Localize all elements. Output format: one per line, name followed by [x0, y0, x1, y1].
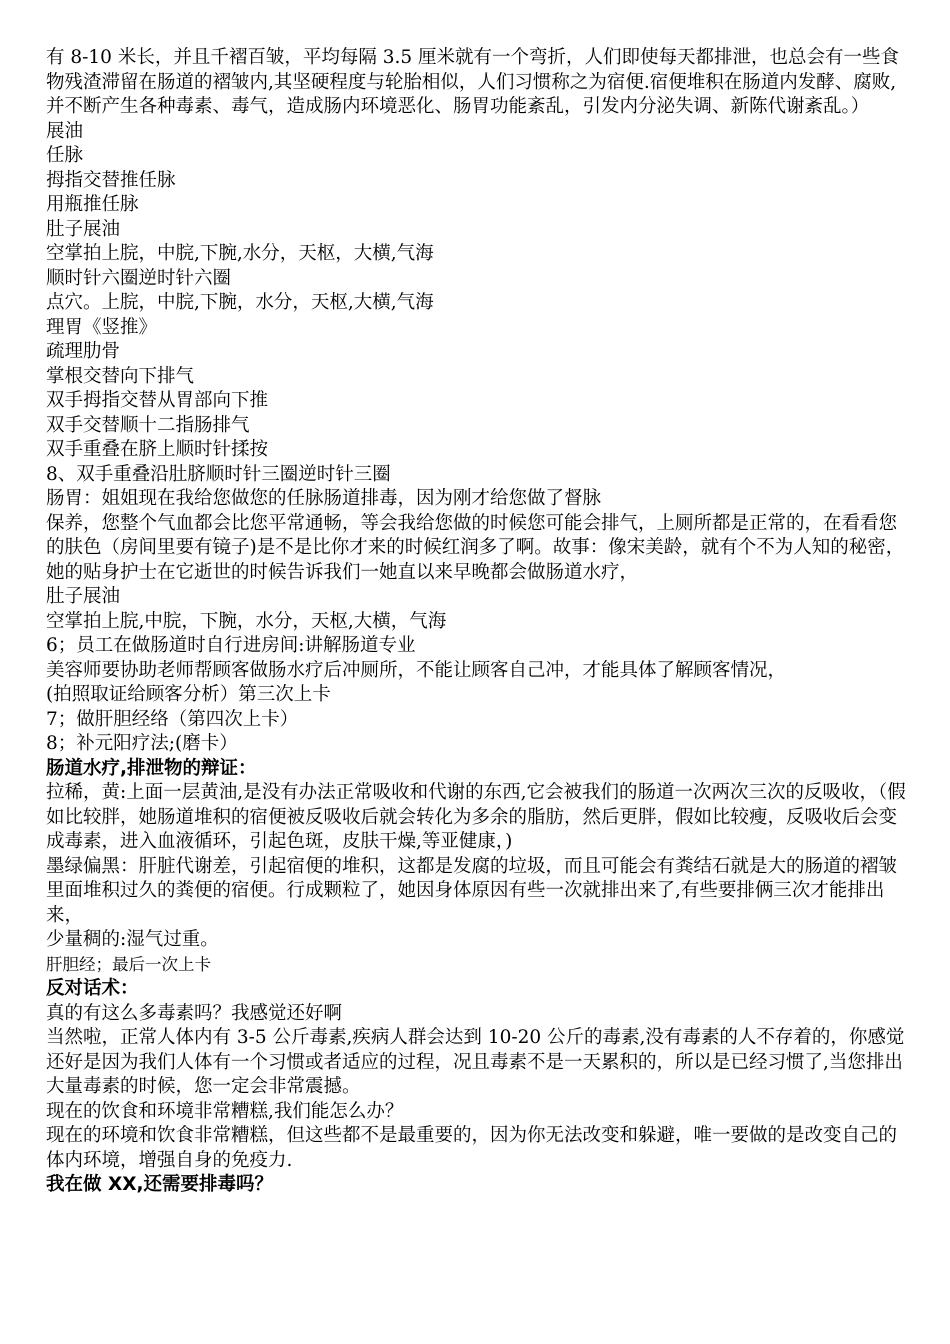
text-line-04: 拇指交替推任脉 — [46, 169, 176, 191]
text-line-13: 双手拇指交替从胃部向下推 — [46, 390, 269, 411]
text-line-16: 8、双手重叠沿肚脐顺时针三圈逆时针三圈 — [46, 463, 391, 485]
text-line-32: 真的有这么多毒素吗？我感觉还好啊 — [46, 1002, 343, 1024]
section-heading-objection: 反对话术： — [46, 978, 139, 999]
text-line-20: 空掌拍上脘,中脘，下腕，水分，天枢,大横，气海 — [46, 610, 447, 632]
text-line-15: 双手重叠在脐上顺时针揉按 — [46, 439, 269, 460]
section-heading-excretion: 肠道水疗,排泄物的辩证： — [46, 757, 257, 779]
text-line-05: 用瓶推任脉 — [46, 194, 139, 215]
text-line-12: 掌根交替向下排气 — [46, 365, 195, 387]
text-line-33: 当然啦，正常人体内有 3-5 公斤毒素,疾病人群会达到 10-20 公斤的毒素,没有毒素的人不存着的，你感觉还好是因为我们人体有一个习惯或者适应的过程，况且毒素不是一天累积的，所以是已经习惯了,当您排出大量毒素的时候，您一定会非常震撼。 — [46, 1027, 905, 1097]
text-line-28: 墨绿偏黑：肝脏代谢差，引起宿便的堆积，这都是发腐的垃圾，而且可能会有粪结石就是大的肠道的褶皱里面堆积过久的粪便的宿便。行成颗粒了，她因身体原因有些一次就排出来了,有些要排俩三次才能排出来， — [46, 855, 898, 926]
document-page — [46, 46, 912, 1198]
text-line-09: 点穴。上脘，中脘,下腕，水分，天枢,大横,气海 — [46, 292, 434, 313]
text-line-22: 美容师要协助老师帮顾客做肠水疗后冲厕所，不能让顾客自己冲，才能具体了解顾客情况， — [46, 659, 787, 681]
text-line-02: 展油 — [46, 120, 84, 142]
text-line-11: 疏理肋骨 — [46, 341, 121, 362]
text-line-08: 顺时针六圈逆时针六圈 — [46, 267, 232, 289]
text-line-21: 6；员工在做肠道时自行进房间:讲解肠道专业 — [46, 635, 416, 656]
text-line-29: 少量稠的:湿气过重。 — [46, 929, 219, 950]
section-heading-detox-question: 我在做 XX,还需要排毒吗？ — [46, 1174, 273, 1195]
text-line-24: 7；做肝胆经络（第四次上卡） — [46, 708, 299, 730]
text-line-23: (拍照取证给顾客分析）第三次上卡 — [46, 684, 331, 705]
text-line-14: 双手交替顺十二指肠排气 — [46, 414, 250, 436]
text-line-34: 现在的饮食和环境非常糟糕,我们能怎么办？ — [46, 1100, 404, 1122]
text-line-01: 有 8-10 米长，并且千褶百皱，平均每隔 3.5 厘米就有一个弯折，人们即使每天都排泄，也总会有一些食物残渣滞留在肠道的褶皱内,其坚硬程度与轮胎相似，人们习惯称之为宿便.宿便堆积在肠道内发酵、腐败,并不断产生各种毒素、毒气，造成肠内环境恶化、肠胃功能紊乱，引发内分泌失调、新陈代谢紊乱。） — [46, 47, 900, 117]
text-line-07: 空掌拍上脘，中脘,下腕,水分，天枢，大横,气海 — [46, 243, 434, 264]
text-line-06: 肚子展油 — [46, 218, 121, 240]
text-line-30: 肝胆经；最后一次上卡 — [46, 954, 211, 974]
text-line-35: 现在的环境和饮食非常糟糕，但这些都不是最重要的，因为你无法改变和躲避，唯一要做的是改变自己的体内环境，增强自身的免疫力. — [46, 1125, 898, 1171]
text-line-17: 肠胃：姐姐现在我给您做您的任脉肠道排毒，因为刚才给您做了督脉 — [46, 488, 602, 509]
text-line-03: 任脉 — [46, 145, 84, 166]
text-line-25: 8；补元阳疗法;(磨卡） — [46, 733, 238, 754]
text-line-10: 理胃《竖推》 — [46, 316, 158, 338]
text-line-19: 肚子展油 — [46, 586, 121, 607]
text-line-18: 保养，您整个气血都会比您平常通畅，等会我给您做的时候您可能会排气，上厕所都是正常的，在看看您的肤色（房间里要有镜子)是不是比你才来的时候红润多了啊。故事：像宋美龄，就有个不为人知的秘密，她的贴身护士在它逝世的时候告诉我们一她直以来早晚都会做肠道水疗， — [46, 512, 905, 583]
text-line-27: 拉稀，黄:上面一层黄油,是没有办法正常吸收和代谢的东西,它会被我们的肠道一次两次三次的反吸收，（假如比较胖，她肠道堆积的宿便被反吸收后就会转化为多余的脂肪，然后更胖，假如比较瘦，反吸收后会变成毒素，进入血液循环，引起色斑，皮肤干燥,等亚健康，) — [46, 782, 906, 852]
